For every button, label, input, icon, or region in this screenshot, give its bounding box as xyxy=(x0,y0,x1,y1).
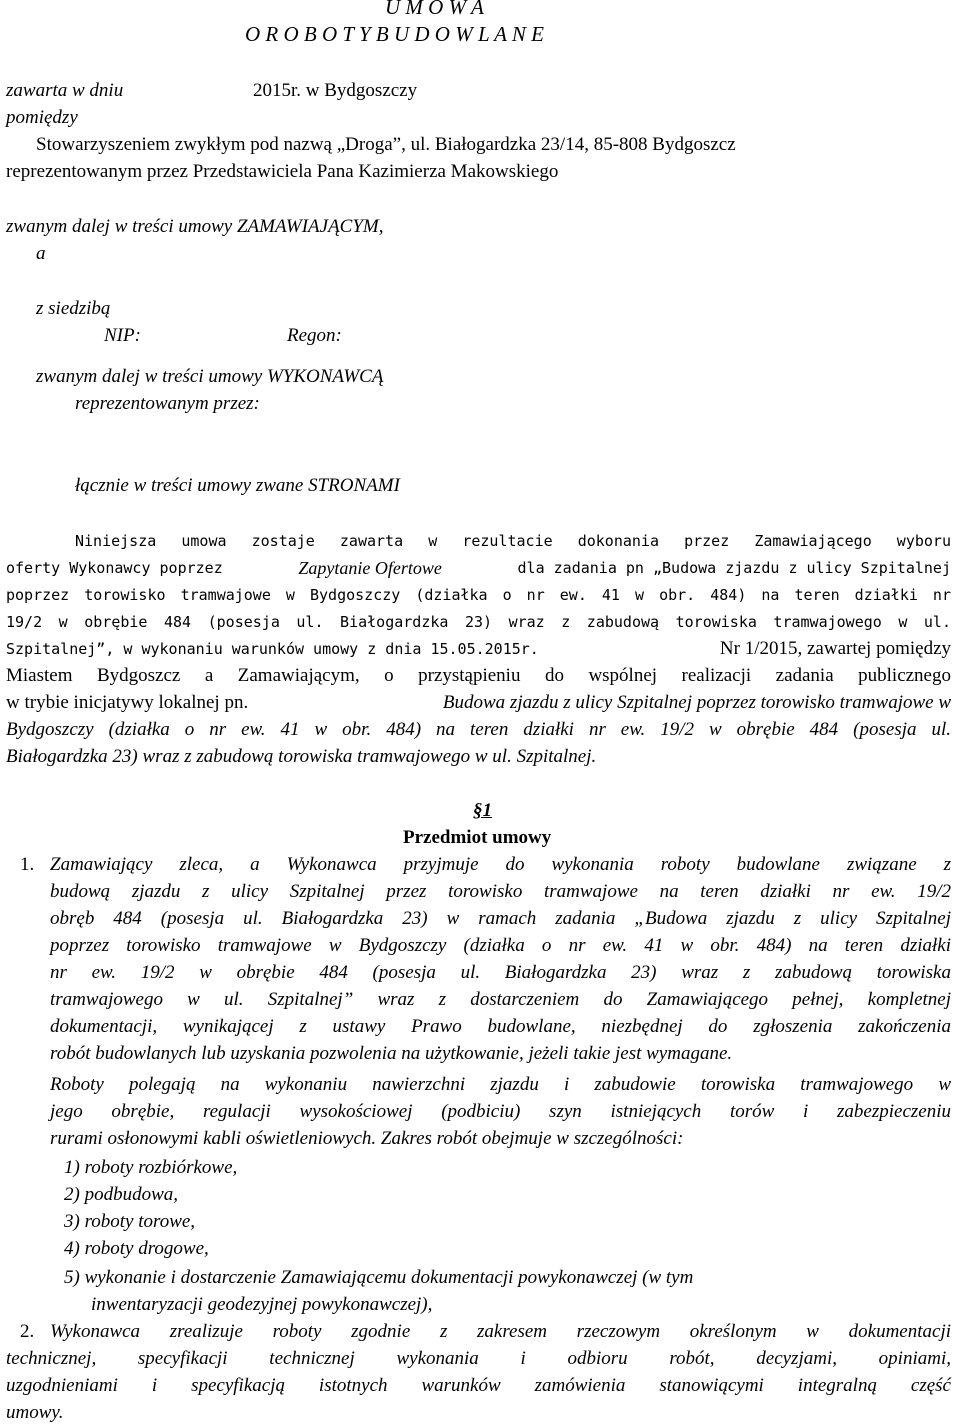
scope-item: 3) roboty torowe, xyxy=(64,1211,196,1232)
title-line-1: U M O W A xyxy=(385,0,484,19)
nip-label: NIP: xyxy=(104,325,141,346)
paragraph-1-line-1: Zamawiający zleca, a Wykonawca przyjmuje do wykonania roboty budowlane związane z xyxy=(50,854,951,875)
scope-item: 2) podbudowa, xyxy=(64,1184,178,1205)
paragraph-2-line-1: Wykonawca zrealizuje roboty zgodnie z zakresem rzeczowym określonym w dokumentacji xyxy=(50,1321,951,1342)
scope-item: 5) wykonanie i dostarczenie Zamawiającemu dokumentacji powykonawczej (w tym xyxy=(64,1267,694,1288)
and-label: a xyxy=(36,243,46,264)
concluded-label: zawarta w dniu xyxy=(6,80,124,101)
preamble-line-5a: Szpitalnej”, w wykonaniu warunków umowy z dnia 15.05.2015r. xyxy=(6,640,539,658)
paragraph-1-line-8: robót budowlanych lub uzyskania pozwolenia na użytkowanie, jeżeli takie jest wymagane. xyxy=(50,1043,733,1064)
paragraph-1-line-4: poprzez torowisko tramwajowe w Bydgoszczy (działka o nr ew. 41 w obr. 484) na teren działki xyxy=(50,935,951,956)
paragraph-1-line-9: Roboty polegają na wykonaniu nawierzchni zjazdu i zabudowie torowiska tramwajowego w xyxy=(50,1074,951,1095)
paragraph-2-line-2: technicznej, specyfikacji technicznej wykonania i odbioru robót, decyzjami, opiniami, xyxy=(6,1348,951,1369)
paragraph-1-line-6: tramwajowego w ul. Szpitalnej” wraz z dostarczeniem do Zamawiającego pełnej, kompletnej xyxy=(50,989,951,1010)
preamble-line-3: poprzez torowisko tramwajowe w Bydgoszczy (działka o nr ew. 41 w obr. 484) na teren działki nr xyxy=(6,586,951,604)
scope-item-continuation: inwentaryzacji geodezyjnej powykonawczej), xyxy=(91,1294,433,1315)
party1-representative: reprezentowanym przez Przedstawiciela Pana Kazimierza Makowskiego xyxy=(6,161,559,182)
preamble-line-9: Białogardzka 23) wraz z zabudową torowiska tramwajowego w ul. Szpitalnej. xyxy=(6,746,597,767)
preamble-line-5 xyxy=(6,637,951,661)
preamble-line-6: Miastem Bydgoszcz a Zamawiającym, o przystąpieniu do wspólnej realizacji zadania publicznego xyxy=(6,665,951,686)
preamble-line-7b: Budowa zjazdu z ulicy Szpitalnej poprzez torowisko tramwajowe w xyxy=(442,692,951,713)
paragraph-1-line-11: rurami osłonowymi kabli oświetleniowych. Zakres robót obejmuje w szczególności: xyxy=(50,1128,684,1149)
section-number: §1 xyxy=(473,800,492,821)
party2-role: zwanym dalej w treści umowy WYKONAWCĄ xyxy=(36,366,384,387)
scope-item: 4) roboty drogowe, xyxy=(64,1238,209,1259)
paragraph-1-number: 1. xyxy=(20,854,35,875)
preamble-line-7 xyxy=(6,691,951,715)
preamble-line-1: Niniejsza umowa zostaje zawarta w rezultacie dokonania przez Zamawiającego wyboru xyxy=(75,532,951,550)
section-title: Przedmiot umowy xyxy=(403,827,552,848)
paragraph-2-number: 2. xyxy=(20,1321,35,1342)
preamble-line-2a: oferty Wykonawcy poprzez xyxy=(6,559,223,577)
concluded-date-place: 2015r. w Bydgoszczy xyxy=(253,80,418,101)
paragraph-1-line-5: nr ew. 19/2 w obrębie 484 (posesja ul. Białogardzka 23) wraz z zabudową torowiska xyxy=(50,962,951,983)
paragraph-1-line-10: jego obrębie, regulacji wysokościowej (podbiciu) szyn istniejących torów i zabezpieczeniu xyxy=(50,1101,951,1122)
seat-label: z siedzibą xyxy=(36,298,111,319)
title-line-2: O R O B O T Y B U D O W L A N E xyxy=(245,22,544,46)
party1-line: Stowarzyszeniem zwykłym pod nazwą „Droga”, ul. Białogardzka 23/14, 85-808 Bydgoszcz xyxy=(36,134,736,155)
paragraph-1-line-3: obręb 484 (posesja ul. Białogardzka 23) w ramach zadania „Budowa zjazdu z ulicy Szpitalnej xyxy=(50,908,951,929)
paragraph-2-line-3: uzgodnieniami i specyfikacją istotnych warunków zamówienia stanowiącymi integralną część xyxy=(6,1375,951,1396)
preamble-line-8: Bydgoszczy (działka o nr ew. 41 w obr. 484) na teren działki nr ew. 19/2 w obrębie 484 (posesja ul. xyxy=(6,719,951,740)
preamble-line-5b: Nr 1/2015, zawartej pomiędzy xyxy=(719,638,951,659)
regon-label: Regon: xyxy=(287,325,342,346)
preamble-line-2 xyxy=(6,556,951,580)
preamble-line-2b: Zapytanie Ofertowe xyxy=(298,558,442,578)
party1-role: zwanym dalej w treści umowy ZAMAWIAJĄCYM, xyxy=(6,216,384,237)
paragraph-1-line-2: budową zjazdu z ulicy Szpitalnej przez torowisko tramwajowe na teren działki nr ew. 19/2 xyxy=(50,881,951,902)
paragraph-2-line-4: umowy. xyxy=(6,1402,64,1423)
paragraph-1-line-7: dokumentacji, wynikającej z ustawy Prawo budowlane, niezbędnej do zgłoszenia zakończenia xyxy=(50,1016,951,1037)
between-label: pomiędzy xyxy=(6,107,78,128)
preamble-line-2c: dla zadania pn „Budowa zjazdu z ulicy Szpitalnej xyxy=(517,559,951,577)
scope-item: 1) roboty rozbiórkowe, xyxy=(64,1157,238,1178)
preamble-line-4: 19/2 w obrębie 484 (posesja ul. Białogardzka 23) wraz z zabudową torowiska tramwajowego w ul. xyxy=(6,613,951,631)
party2-representative: reprezentowanym przez: xyxy=(75,393,260,414)
preamble-line-7a: w trybie inicjatywy lokalnej pn. xyxy=(6,692,249,713)
parties-label: łącznie w treści umowy zwane STRONAMI xyxy=(75,475,400,496)
